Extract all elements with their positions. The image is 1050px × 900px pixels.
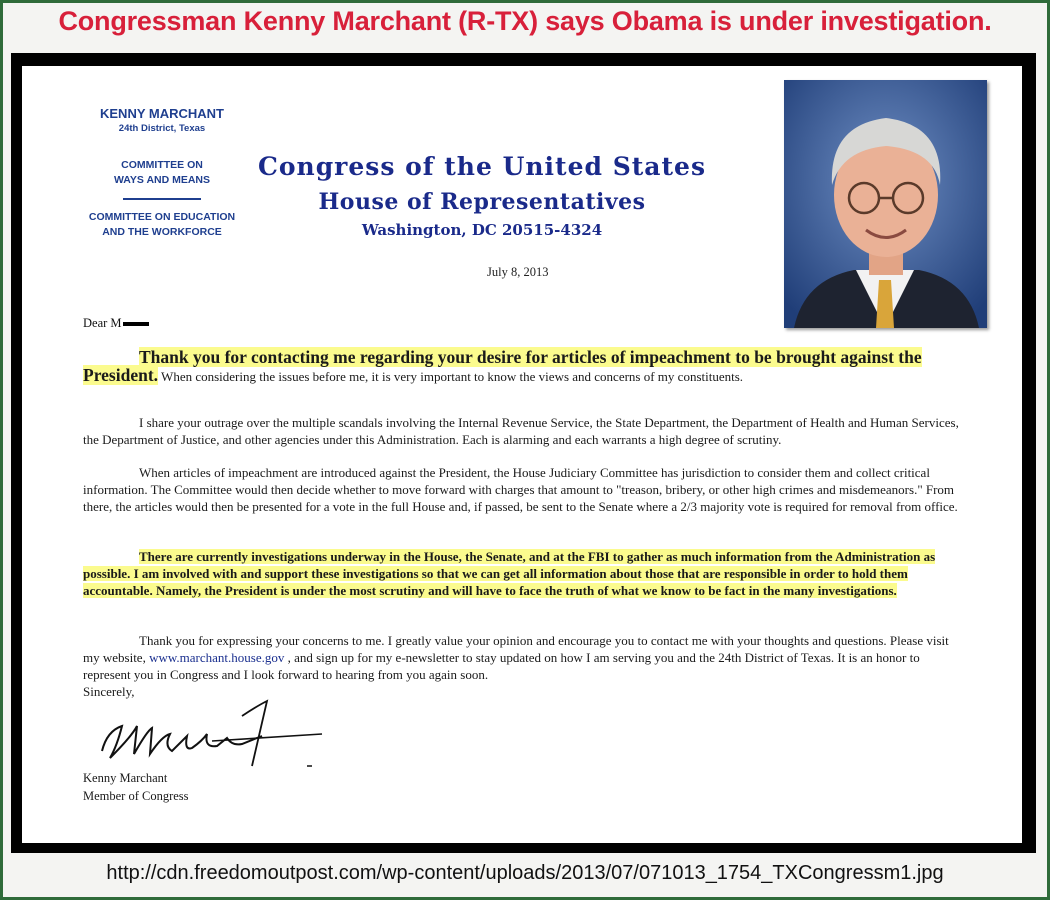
house-title: House of Representatives bbox=[318, 189, 646, 215]
paragraph-2: I share your outrage over the multiple scandals involving the Internal Revenue Service, the State Department, the Department of Health and Human Services, the Department of Justice, and other agencies under this Administration. Each is alarming and each warrants a high degree of scrutiny. bbox=[83, 415, 959, 447]
congressman-portrait bbox=[784, 80, 987, 328]
website-link[interactable]: www.marchant.house.gov bbox=[149, 650, 285, 665]
paragraph-5: Thank you for expressing your concerns to me. I greatly value your opinion and encourage you to contact me with your thoughts and questions. Please visit my website, www.marchant.house.gov , and sign up for my e-newsletter to stay updated on how I am serving you and the 24th District of Texas. It is an honor to represent you in Congress and I look forward to hearing from you again soon. Sincerely, bbox=[83, 632, 963, 700]
address-line: Washington, DC 20515-4324 bbox=[361, 221, 603, 239]
paragraph-3: When articles of impeachment are introduced against the President, the House Judiciary Committee has jurisdiction to consider them and collect critical information. The Committee would then decide whether to move forward with charges that amount to "treason, bribery, or other high crimes and misdemeanors." From there, the articles would then be presented for a vote in the full House and, if passed, be sent to the Senate where a 2/3 majority vote is required for removal from office. bbox=[83, 465, 958, 514]
redaction-bar bbox=[123, 322, 149, 326]
divider bbox=[123, 198, 201, 200]
congressman-name: KENNY MARCHANT bbox=[100, 106, 224, 121]
source-url: http://cdn.freedomoutpost.com/wp-content/uploads/2013/07/071013_1754_TXCongressm1.jpg bbox=[106, 862, 944, 884]
committee-education: COMMITTEE ON EDUCATION AND THE WORKFORCE bbox=[88, 211, 236, 238]
signer-name: Kenny Marchant bbox=[83, 771, 168, 785]
signature-block bbox=[83, 769, 189, 805]
district-label: 24th District, Texas bbox=[118, 123, 206, 134]
signer-title: Member of Congress bbox=[83, 789, 189, 803]
paragraph-1: Thank you for contacting me regarding your desire for articles of impeachment to be brought against the President. When considering the issues before me, it is very important to know the views and concerns of my constituents. bbox=[83, 347, 922, 385]
paragraph-4 bbox=[83, 548, 963, 599]
highlighted-investigations: There are currently investigations underway in the House, the Senate, and at the FBI to gather as much information from the Administration as possible. I am involved with and support these investigations so that we can get all information about those that are responsible in order to hold them accountable. Namely, the President is under the most scrutiny and will have to face the truth of what we know to be fact in the many investigations. bbox=[83, 549, 936, 598]
committee-ways-means: COMMITTEE ON WAYS AND MEANS bbox=[113, 159, 211, 186]
letter-page bbox=[22, 66, 1022, 843]
letter-date: July 8, 2013 bbox=[487, 265, 549, 279]
headline: Congressman Kenny Marchant (R-TX) says Obama is under investigation. bbox=[58, 6, 992, 36]
highlighted-opening: Thank you for contacting me regarding your desire for articles of impeachment to be brought against the President. bbox=[83, 347, 922, 385]
salutation: Dear M bbox=[83, 316, 149, 331]
congress-title: Congress of the United States bbox=[257, 152, 707, 181]
signature bbox=[92, 696, 332, 776]
closing: Sincerely, bbox=[83, 684, 135, 699]
